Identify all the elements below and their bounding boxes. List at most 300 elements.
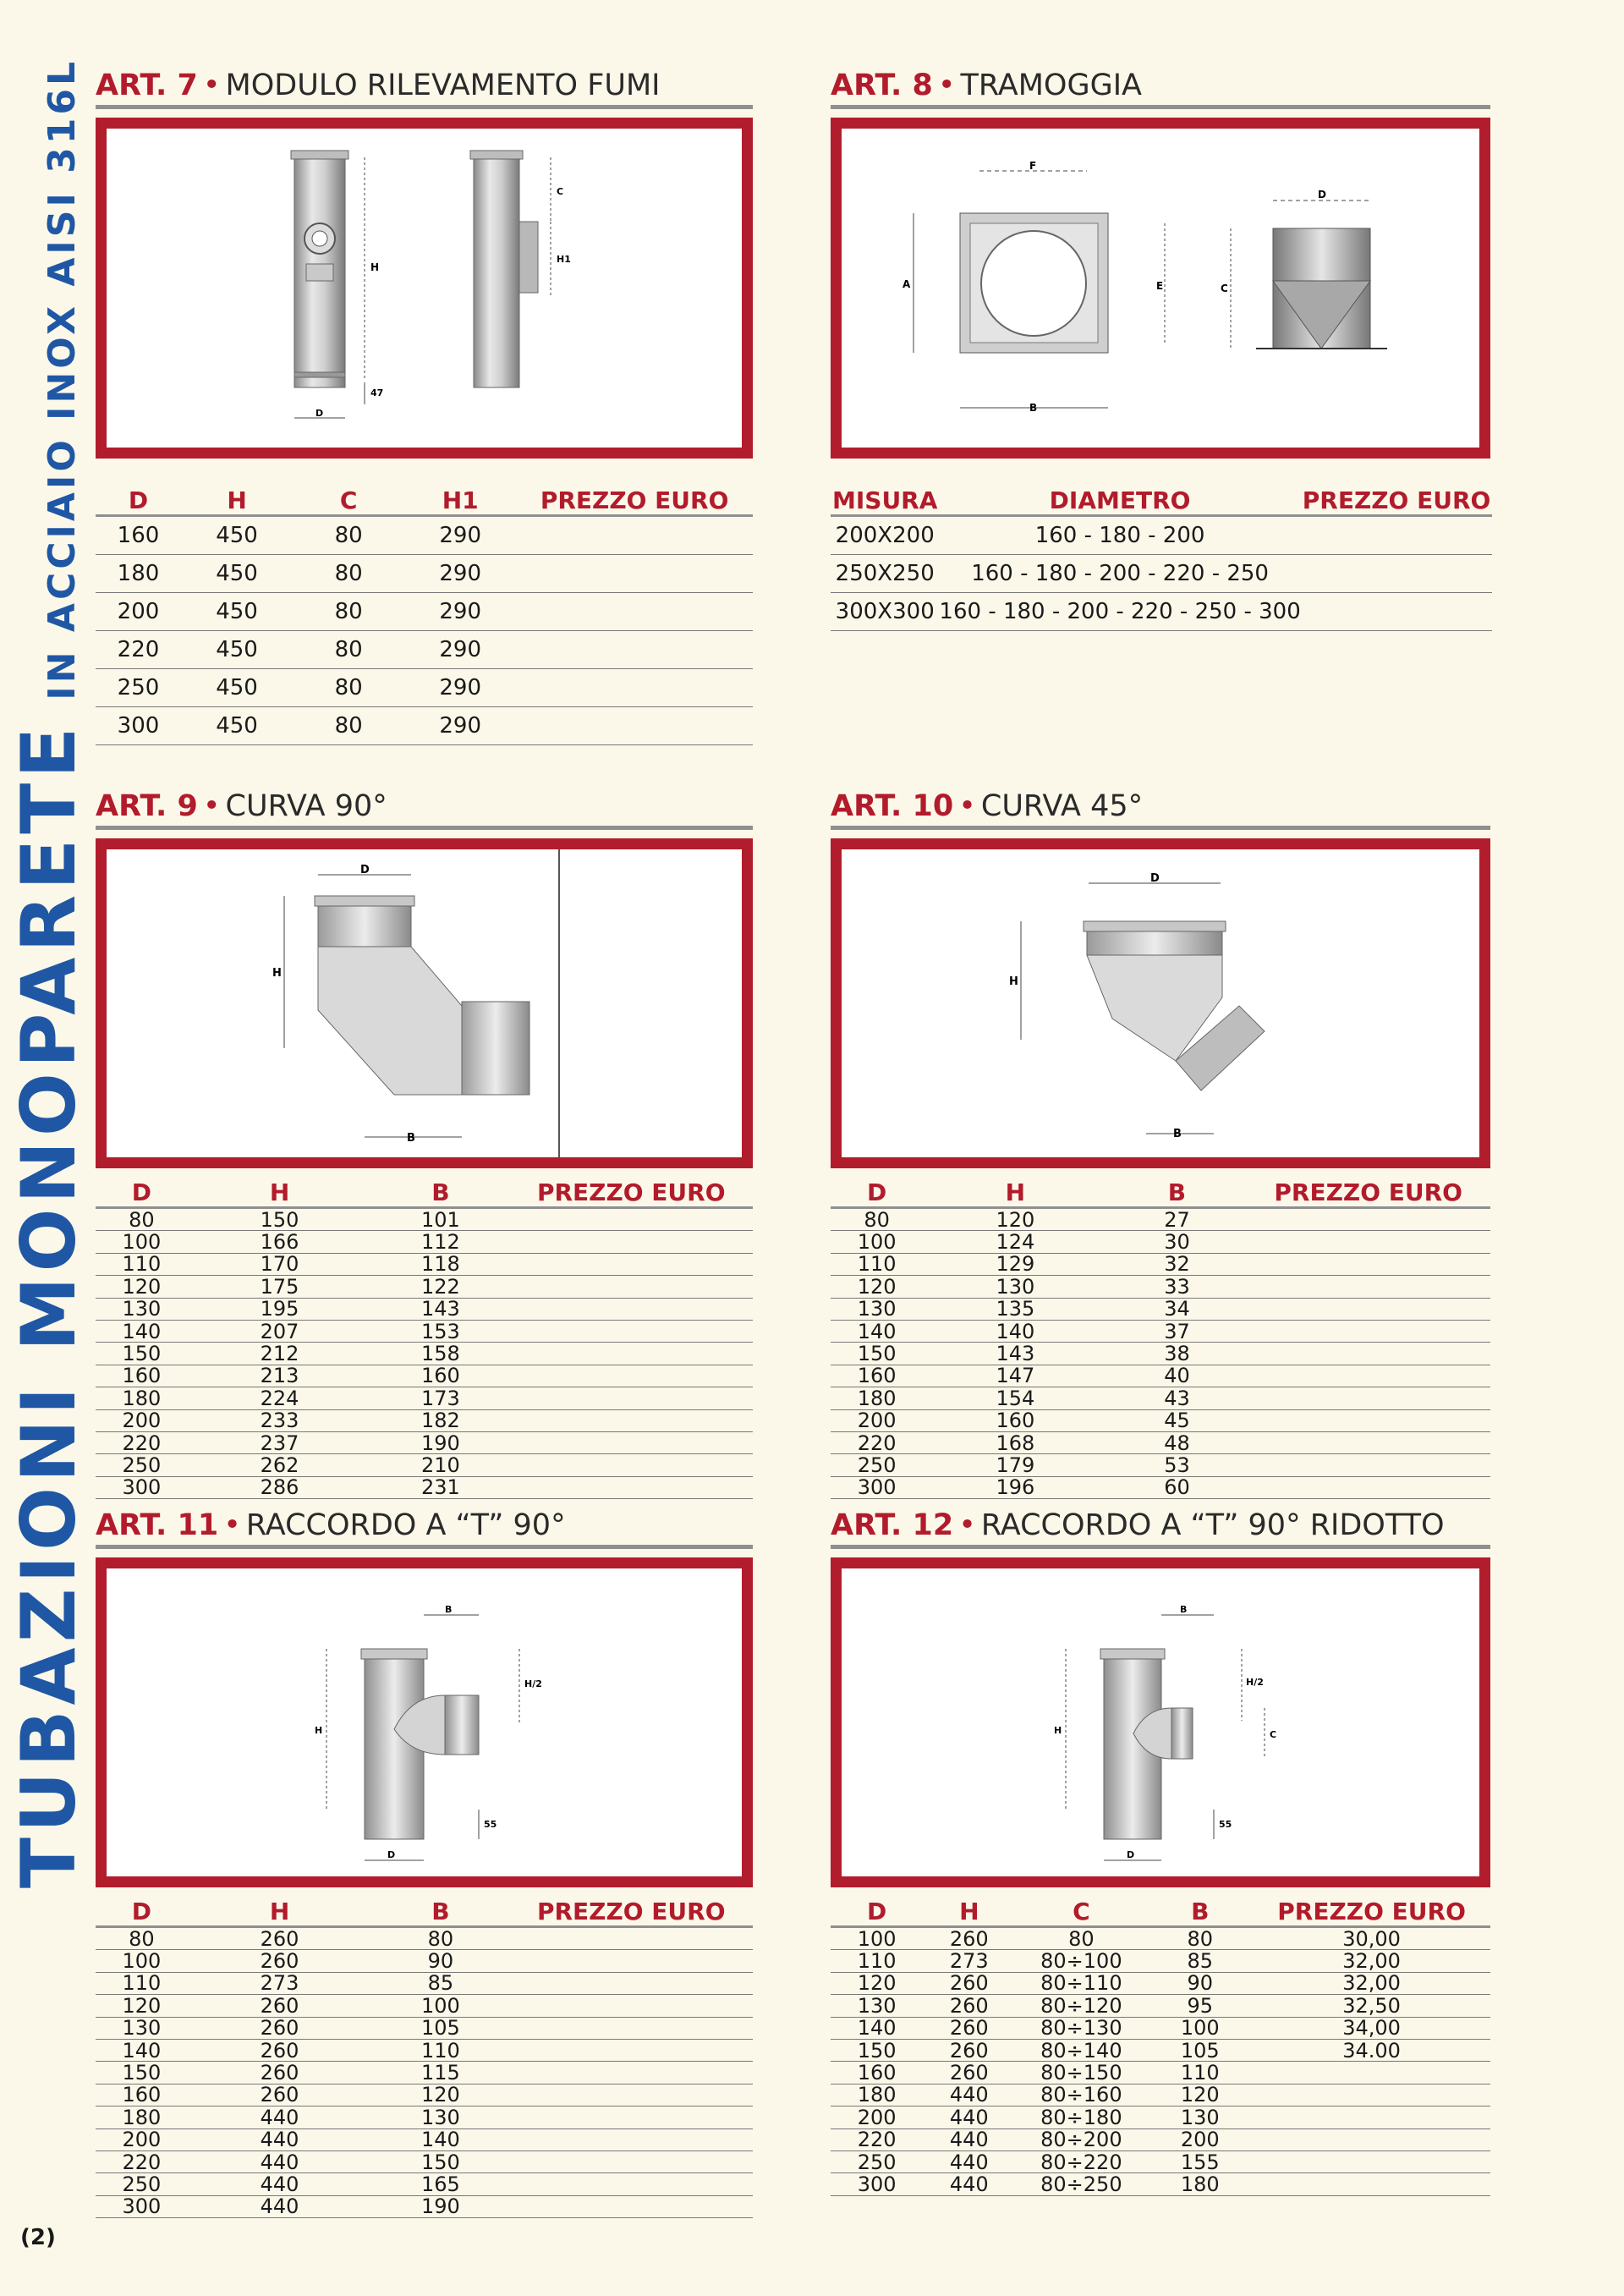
table-cell: 440 <box>188 2106 372 2128</box>
table-cell: 440 <box>188 2173 372 2195</box>
table-cell: 80 <box>1147 1927 1253 1950</box>
vertical-title-main: TUBAZIONI MONOPARETE <box>5 722 92 1888</box>
table-cell: 80÷220 <box>1015 2150 1147 2172</box>
table-cell <box>1246 1387 1490 1409</box>
table-cell: 143 <box>371 1298 509 1320</box>
table-row <box>831 1431 1490 1453</box>
table-cell: 250 <box>831 2150 923 2172</box>
table-cell: 200 <box>96 593 181 631</box>
table-cell: 140 <box>831 1320 923 1342</box>
art8-table <box>831 486 1492 631</box>
vertical-title-sub: IN ACCIAIO INOX AISI 316L <box>41 58 84 700</box>
dim-label-f: F <box>1029 160 1037 172</box>
table-cell: 80 <box>96 1208 188 1231</box>
section-title: ART. 8 • TRAMOGGIA <box>831 66 1490 109</box>
table-cell: 220 <box>96 1431 188 1453</box>
table-cell: 118 <box>371 1253 509 1275</box>
table-cell: 124 <box>923 1231 1107 1253</box>
table-cell: 160 <box>371 1365 509 1387</box>
table-cell: 231 <box>371 1476 509 1498</box>
table-cell: 30,00 <box>1253 1927 1490 1950</box>
table-cell: 440 <box>188 2128 372 2150</box>
table-cell: 160 <box>831 1365 923 1387</box>
dim-label-d: D <box>1150 872 1160 885</box>
table-cell: 290 <box>404 555 516 593</box>
table-cell <box>509 1208 753 1231</box>
table-cell <box>509 2173 753 2195</box>
section-title: ART. 10 • CURVA 45° <box>831 787 1490 830</box>
table-cell: 27 <box>1108 1208 1247 1231</box>
col-header: H1 <box>404 486 516 516</box>
table-cell <box>509 2150 753 2172</box>
table-cell <box>509 1387 753 1409</box>
table-cell: 300X300 <box>831 593 939 631</box>
dim-label-d: D <box>387 1849 396 1860</box>
article-number: ART. 11 <box>96 1508 219 1542</box>
table-cell: 260 <box>188 1927 372 1950</box>
art10-table <box>831 1178 1490 1499</box>
table-cell: 32,50 <box>1253 1995 1490 2017</box>
table-cell: 260 <box>188 2062 372 2084</box>
table-cell: 40 <box>1108 1365 1247 1387</box>
table-cell: 32,00 <box>1253 1972 1490 1994</box>
table-row <box>96 631 753 669</box>
table-cell <box>1301 516 1493 555</box>
table-cell: 220 <box>96 2150 188 2172</box>
col-header: H <box>923 1178 1107 1208</box>
dim-label-d: D <box>360 864 370 876</box>
table-cell: 160 - 180 - 200 <box>939 516 1300 555</box>
table-cell: 200 <box>831 2106 923 2128</box>
table-header-row <box>96 486 753 516</box>
table-cell: 260 <box>923 2039 1015 2061</box>
table-cell: 140 <box>831 2017 923 2039</box>
section-art7 <box>96 66 753 745</box>
table-row <box>96 1365 753 1387</box>
table-cell: 80 <box>293 516 404 555</box>
table-cell <box>509 1365 753 1387</box>
table-cell: 160 <box>96 2084 188 2106</box>
table-row <box>96 2150 753 2172</box>
table-row <box>831 1231 1490 1253</box>
table-cell: 250 <box>831 1454 923 1476</box>
table-cell: 233 <box>188 1409 372 1431</box>
pipe-side <box>474 151 519 387</box>
table-cell <box>1253 2173 1490 2195</box>
hopper-drawing <box>842 129 1479 448</box>
table-cell <box>1253 2084 1490 2106</box>
table-cell: 34.00 <box>1253 2039 1490 2061</box>
table-cell: 190 <box>371 1431 509 1453</box>
table-cell: 100 <box>371 1995 509 2017</box>
table-cell: 80 <box>293 707 404 745</box>
table-cell: 160 <box>923 1409 1107 1431</box>
table-cell <box>1253 2062 1490 2084</box>
table-cell: 179 <box>923 1454 1107 1476</box>
table-cell: 300 <box>831 2173 923 2195</box>
table-cell: 173 <box>371 1387 509 1409</box>
table-cell: 158 <box>371 1343 509 1365</box>
dim-label-h1: H1 <box>557 254 571 265</box>
col-header: PREZZO EURO <box>516 486 753 516</box>
table-cell: 180 <box>96 2106 188 2128</box>
table-cell: 100 <box>1147 2017 1253 2039</box>
dim-label-h: H <box>370 261 380 273</box>
table-row <box>96 1320 753 1342</box>
table-row <box>831 1454 1490 1476</box>
table-cell <box>509 2062 753 2084</box>
dim-label-h: H <box>272 967 282 980</box>
table-cell <box>1253 2150 1490 2172</box>
dim-label-c: C <box>1221 283 1228 294</box>
table-cell <box>1246 1365 1490 1387</box>
table-cell: 300 <box>96 707 181 745</box>
table-cell: 160 <box>96 516 181 555</box>
article-number: ART. 8 <box>831 69 933 102</box>
table-cell: 165 <box>371 2173 509 2195</box>
col-header: D <box>96 486 181 516</box>
table-cell: 80 <box>831 1208 923 1231</box>
col-header: H <box>181 486 293 516</box>
table-cell: 250 <box>96 2173 188 2195</box>
section-art10 <box>831 787 1490 1499</box>
table-cell: 170 <box>188 1253 372 1275</box>
table-cell <box>509 1320 753 1342</box>
table-row <box>96 593 753 631</box>
table-cell: 150 <box>188 1208 372 1231</box>
page-number: (2) <box>20 2225 56 2250</box>
section-art11 <box>96 1506 753 2218</box>
col-header: MISURA <box>832 486 938 514</box>
table-cell: 200 <box>1147 2128 1253 2150</box>
table-cell <box>509 1454 753 1476</box>
section-title: ART. 12 • RACCORDO A “T” 90° RIDOTTO <box>831 1506 1490 1549</box>
table-cell: 260 <box>923 2062 1015 2084</box>
table-cell: 34,00 <box>1253 2017 1490 2039</box>
table-cell: 180 <box>96 1387 188 1409</box>
table-cell: 90 <box>1147 1972 1253 1994</box>
table-cell: 260 <box>188 2017 372 2039</box>
table-cell: 250X250 <box>831 555 939 593</box>
table-cell <box>1246 1431 1490 1453</box>
table-cell <box>516 516 753 555</box>
table-cell <box>1246 1253 1490 1275</box>
table-cell: 32,00 <box>1253 1950 1490 1972</box>
table-cell: 182 <box>371 1409 509 1431</box>
table-row <box>96 1431 753 1453</box>
table-row <box>831 1950 1490 1972</box>
table-cell: 160 <box>96 1365 188 1387</box>
art11-table <box>96 1898 753 2218</box>
table-cell: 147 <box>923 1365 1107 1387</box>
table-cell <box>1246 1231 1490 1253</box>
table-row <box>96 1343 753 1365</box>
col-header: B <box>371 1898 509 1927</box>
table-row <box>831 516 1492 555</box>
table-cell: 53 <box>1108 1454 1247 1476</box>
elbow-side <box>462 1002 529 1095</box>
table-cell: 260 <box>188 1995 372 2017</box>
table-cell <box>1246 1409 1490 1431</box>
table-cell: 160 - 180 - 200 - 220 - 250 <box>939 555 1300 593</box>
table-header-row <box>831 1178 1490 1208</box>
table-cell: 80÷160 <box>1015 2084 1147 2106</box>
table-cell: 130 <box>923 1276 1107 1298</box>
table-row <box>831 2106 1490 2128</box>
table-row <box>96 2039 753 2061</box>
table-cell: 196 <box>923 1476 1107 1498</box>
table-cell <box>509 1343 753 1365</box>
dim-label-b: B <box>1180 1604 1188 1615</box>
table-cell: 110 <box>371 2039 509 2061</box>
col-header: H <box>188 1898 372 1927</box>
table-cell <box>1301 593 1493 631</box>
table-row <box>96 1276 753 1298</box>
table-cell: 120 <box>371 2084 509 2106</box>
table-cell: 213 <box>188 1365 372 1387</box>
table-row <box>96 1927 753 1950</box>
table-cell <box>509 1231 753 1253</box>
table-cell: 140 <box>96 1320 188 1342</box>
table-cell: 80÷200 <box>1015 2128 1147 2150</box>
table-cell: 45 <box>1108 1409 1247 1431</box>
table-cell: 440 <box>923 2106 1015 2128</box>
table-row <box>96 1972 753 1994</box>
table-header-row <box>831 486 1492 516</box>
elbow-90-drawing <box>107 849 742 1157</box>
tee-90-reduced-drawing <box>842 1568 1479 1876</box>
col-header: C <box>293 486 404 516</box>
col-header: H <box>188 1178 372 1208</box>
table-row <box>96 1208 753 1231</box>
table-cell: 110 <box>96 1253 188 1275</box>
table-cell: 220 <box>831 2128 923 2150</box>
table-cell: 120 <box>96 1995 188 2017</box>
dim-label-47: 47 <box>370 387 384 398</box>
table-row <box>831 1298 1490 1320</box>
article-name: RACCORDO A “T” 90° <box>245 1508 566 1542</box>
table-cell: 450 <box>181 707 293 745</box>
col-header: PREZZO EURO <box>1302 486 1491 514</box>
table-cell <box>509 1995 753 2017</box>
col-header: H <box>923 1898 1015 1927</box>
table-cell <box>516 593 753 631</box>
table-cell <box>509 1476 753 1498</box>
dim-label-d: D <box>315 408 324 419</box>
table-cell: 80÷100 <box>1015 1950 1147 1972</box>
dim-label-h: H <box>1009 975 1018 988</box>
table-row <box>96 1387 753 1409</box>
dim-label-c: C <box>557 186 564 197</box>
table-cell <box>509 1276 753 1298</box>
table-cell: 150 <box>96 2062 188 2084</box>
table-cell: 260 <box>188 2084 372 2106</box>
table-cell: 130 <box>831 1995 923 2017</box>
table-header-row <box>96 1178 753 1208</box>
table-cell: 80÷130 <box>1015 2017 1147 2039</box>
table-cell <box>509 2195 753 2217</box>
table-cell: 122 <box>371 1276 509 1298</box>
table-cell: 440 <box>923 2128 1015 2150</box>
col-header: B <box>1108 1178 1247 1208</box>
col-header: D <box>96 1178 188 1208</box>
table-cell: 440 <box>923 2084 1015 2106</box>
table-cell: 450 <box>181 669 293 707</box>
table-row <box>831 2150 1490 2172</box>
table-row <box>96 1231 753 1253</box>
dim-label-d: D <box>1127 1849 1135 1860</box>
table-cell: 260 <box>188 1950 372 1972</box>
dim-label-e: E <box>1156 280 1164 292</box>
article-number: ART. 9 <box>96 789 198 823</box>
table-cell: 450 <box>181 593 293 631</box>
table-cell: 212 <box>188 1343 372 1365</box>
table-cell <box>509 2128 753 2150</box>
table-cell: 290 <box>404 593 516 631</box>
table-cell <box>1246 1320 1490 1342</box>
table-cell: 300 <box>96 2195 188 2217</box>
table-cell: 100 <box>831 1231 923 1253</box>
table-cell: 237 <box>188 1431 372 1453</box>
table-cell: 110 <box>96 1972 188 1994</box>
table-cell: 150 <box>831 1343 923 1365</box>
table-cell: 130 <box>831 1298 923 1320</box>
table-cell <box>1246 1276 1490 1298</box>
table-cell: 101 <box>371 1208 509 1231</box>
table-cell: 130 <box>1147 2106 1253 2128</box>
table-cell: 160 - 180 - 200 - 220 - 250 - 300 <box>939 593 1300 631</box>
table-row <box>831 2128 1490 2150</box>
section-art9 <box>96 787 753 1499</box>
table-cell: 250 <box>96 669 181 707</box>
col-header: D <box>831 1178 923 1208</box>
table-cell <box>516 707 753 745</box>
table-row <box>831 1995 1490 2017</box>
table-row <box>96 1476 753 1498</box>
table-cell: 175 <box>188 1276 372 1298</box>
drawing-frame <box>96 118 753 459</box>
table-cell: 180 <box>1147 2173 1253 2195</box>
table-cell: 160 <box>831 2062 923 2084</box>
table-row <box>831 2039 1490 2061</box>
table-cell: 153 <box>371 1320 509 1342</box>
col-header: DIAMETRO <box>939 486 1300 516</box>
table-cell: 290 <box>404 707 516 745</box>
table-row <box>831 1476 1490 1498</box>
drawing-frame <box>831 118 1490 459</box>
table-cell <box>1301 555 1493 593</box>
table-cell: 135 <box>923 1298 1107 1320</box>
table-cell <box>509 1253 753 1275</box>
table-cell <box>509 1950 753 1972</box>
table-cell: 80÷150 <box>1015 2062 1147 2084</box>
article-name: CURVA 45° <box>980 789 1144 823</box>
table-cell: 207 <box>188 1320 372 1342</box>
table-row <box>831 593 1492 631</box>
table-cell <box>1246 1208 1490 1231</box>
table-cell: 37 <box>1108 1320 1247 1342</box>
tee-90-drawing <box>107 1568 742 1876</box>
table-cell: 105 <box>371 2017 509 2039</box>
table-cell: 34 <box>1108 1298 1247 1320</box>
dim-label-b: B <box>407 1132 415 1145</box>
table-cell: 80 <box>1015 1927 1147 1950</box>
table-row <box>831 2017 1490 2039</box>
table-cell: 450 <box>181 516 293 555</box>
table-cell <box>509 1298 753 1320</box>
art7-table <box>96 486 753 745</box>
col-header: PREZZO EURO <box>1253 1898 1490 1927</box>
table-row <box>96 1454 753 1476</box>
col-header: PREZZO EURO <box>509 1178 753 1208</box>
table-row <box>96 1253 753 1275</box>
table-cell: 110 <box>1147 2062 1253 2084</box>
table-cell: 120 <box>831 1972 923 1994</box>
table-row <box>96 2173 753 2195</box>
table-cell <box>509 1409 753 1431</box>
table-cell: 440 <box>923 2173 1015 2195</box>
table-cell: 200 <box>96 1409 188 1431</box>
col-header: B <box>371 1178 509 1208</box>
table-cell <box>1253 2128 1490 2150</box>
table-cell: 200X200 <box>831 516 939 555</box>
table-cell <box>1246 1343 1490 1365</box>
table-cell: 30 <box>1108 1231 1247 1253</box>
table-cell <box>1253 2106 1490 2128</box>
table-cell: 80÷250 <box>1015 2173 1147 2195</box>
table-row <box>831 555 1492 593</box>
table-row <box>831 2084 1490 2106</box>
section-title: ART. 9 • CURVA 90° <box>96 787 753 830</box>
table-cell: 440 <box>923 2150 1015 2172</box>
section-title: ART. 7 • MODULO RILEVAMENTO FUMI <box>96 66 753 109</box>
section-art8 <box>831 66 1490 631</box>
table-cell: 129 <box>923 1253 1107 1275</box>
table-cell: 450 <box>181 631 293 669</box>
dim-label-b: B <box>1173 1128 1182 1140</box>
table-cell: 250 <box>96 1454 188 1476</box>
table-cell: 440 <box>188 2195 372 2217</box>
table-cell: 150 <box>831 2039 923 2061</box>
table-cell: 43 <box>1108 1387 1247 1409</box>
table-cell: 120 <box>1147 2084 1253 2106</box>
table-row <box>831 1409 1490 1431</box>
table-cell: 220 <box>96 631 181 669</box>
table-cell: 290 <box>404 669 516 707</box>
table-cell <box>1246 1454 1490 1476</box>
table-cell: 450 <box>181 555 293 593</box>
table-row <box>96 2017 753 2039</box>
section-title: ART. 11 • RACCORDO A “T” 90° <box>96 1506 753 1549</box>
table-cell: 210 <box>371 1454 509 1476</box>
col-header: B <box>1147 1898 1253 1927</box>
table-header-row <box>831 1898 1490 1927</box>
art12-table <box>831 1898 1490 2196</box>
table-cell: 100 <box>96 1950 188 1972</box>
table-row <box>96 1950 753 1972</box>
table-cell: 220 <box>831 1431 923 1453</box>
table-cell: 80÷120 <box>1015 1995 1147 2017</box>
table-cell <box>509 2106 753 2128</box>
table-cell <box>509 1972 753 1994</box>
table-cell: 260 <box>923 1972 1015 1994</box>
table-cell: 100 <box>831 1927 923 1950</box>
table-cell <box>1246 1298 1490 1320</box>
table-cell: 32 <box>1108 1253 1247 1275</box>
table-cell: 440 <box>188 2150 372 2172</box>
table-cell <box>516 555 753 593</box>
dim-label-h2: H/2 <box>524 1678 542 1689</box>
